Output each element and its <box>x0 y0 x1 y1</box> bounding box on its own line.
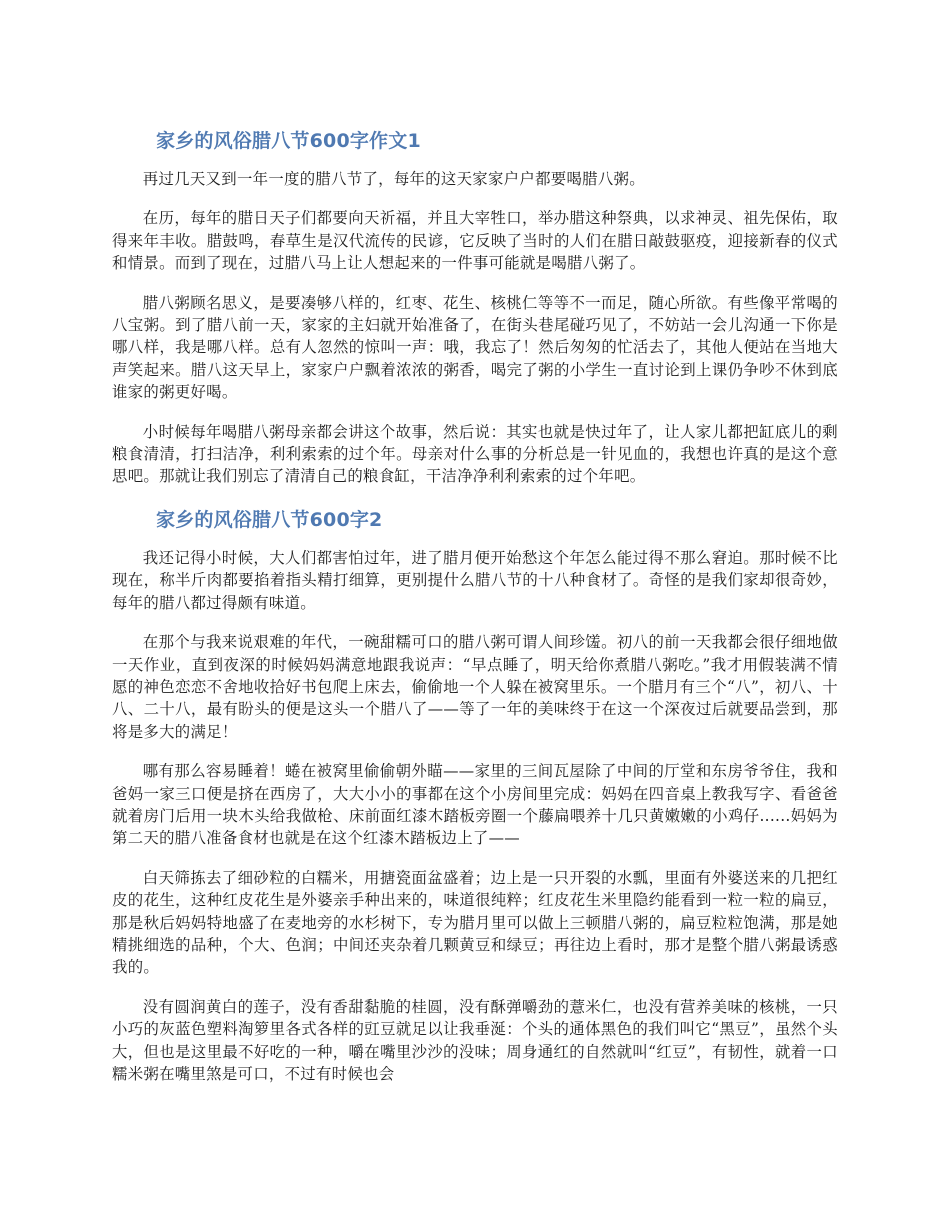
document-body <box>112 126 838 1102</box>
section-2-title: 家乡的风俗腊八节600字2 <box>156 508 383 531</box>
section-2-paragraph: 我还记得小时候，大人们都害怕过年，进了腊月便开始愁这个年怎么能过得不那么窘迫。那时候不比现在，称半斤肉都要掐着指头精打细算，更别提什么腊八节的十八种食材了。奇怪的是我们家却很奇妙，每年的腊八都过得颇有味道。 <box>112 548 838 612</box>
section-2-paragraph: 没有圆润黄白的莲子，没有香甜黏脆的桂圆，没有酥弹嚼劲的薏米仁，也没有营养美味的核桃，一只小巧的灰蓝色塑料淘箩里各式各样的豇豆就足以让我垂涎：个头的通体黑色的我们叫它“黑豆”，虽然个头大，但也是这里最不好吃的一种，嚼在嘴里沙沙的没味；周身通红的自然就叫“红豆”，有韧性，就着一口糯米粥在嘴里煞是可口，不过有时候也会 <box>112 997 838 1083</box>
section-2-paragraph: 在那个与我来说艰难的年代，一碗甜糯可口的腊八粥可谓人间珍馐。初八的前一天我都会很仔细地做一天作业，直到夜深的时候妈妈满意地跟我说声：“早点睡了，明天给你煮腊八粥吃。”我才用假装满不情愿的神色恋恋不舍地收拾好书包爬上床去，偷偷地一个人躲在被窝里乐。一个腊月有三个“八”，初八、十八、二十八，最有盼头的便是这头一个腊八了——等了一年的美味终于在这一个深夜过后就要品尝到，那将是多大的满足！ <box>112 633 838 741</box>
section-1-title: 家乡的风俗腊八节600字作文1 <box>156 130 421 152</box>
section-2-paragraph: 白天筛拣去了细砂粒的白糯米，用搪瓷面盆盛着；边上是一只开裂的水瓢，里面有外婆送来的几把红皮的花生，这种红皮花生是外婆亲手种出来的，味道很纯粹；红皮花生米里隐约能看到一粒一粒的扁豆，那是秋后妈妈特地盛了在麦地旁的水杉树下，专为腊月里可以做上三顿腊八粥的，扁豆粒粒饱满，那是她精挑细选的品种，个大、色润；中间还夹杂着几颗黄豆和绿豆；再往边上看时，那才是整个腊八粥最诱惑我的。 <box>112 868 838 977</box>
section-1-paragraph: 小时候每年喝腊八粥母亲都会讲这个故事，然后说：其实也就是快过年了，让人家儿都把缸底儿的剩粮食清清，打扫洁净，利利索索的过个年。母亲对什么事的分析总是一针见血的，我想也许真的是这个意思吧。那就让我们别忘了清清自己的粮食缸，干洁净净利利索索的过个年吧。 <box>112 422 838 486</box>
section-2-paragraph: 哪有那么容易睡着！蜷在被窝里偷偷朝外瞄——家里的三间瓦屋除了中间的厅堂和东房爷爷住，我和爸妈一家三口便是挤在西房了，大大小小的事都在这个小房间里完成：妈妈在四音桌上教我写字、看爸爸就着房门后用一块木头给我做枪、床前面红漆木踏板旁圈一个藤扁喂养十几只黄嫩嫩的小鸡仔......妈妈为第二天的腊八准备食材也就是在这个红漆木踏板边上了—— <box>112 762 838 848</box>
section-1-paragraph: 腊八粥顾名思义，是要凑够八样的，红枣、花生、核桃仁等等不一而足，随心所欲。有些像平常喝的八宝粥。到了腊八前一天，家家的主妇就开始准备了，在街头巷尾碰巧见了，不妨站一会儿沟通一下你是哪八样，我是哪八样。总有人忽然的惊叫一声：哦，我忘了！然后匆匆的忙活去了，其他人便站在当地大声笑起来。腊八这天早上，家家户户飘着浓浓的粥香，喝完了粥的小学生一直讨论到上课仍争吵不休到底谁家的粥更好喝。 <box>112 293 838 402</box>
section-1-paragraph: 在历，每年的腊日天子们都要向天祈福，并且大宰牲口，举办腊这种祭典，以求神灵、祖先保佑，取得来年丰收。腊鼓鸣，春草生是汉代流传的民谚，它反映了当时的人们在腊日敲鼓驱疫，迎接新春的仪式和情景。而到了现在，过腊八马上让人想起来的一件事可能就是喝腊八粥了。 <box>112 209 838 273</box>
section-1-paragraph: 再过几天又到一年一度的腊八节了，每年的这天家家户户都要喝腊八粥。 <box>142 170 645 188</box>
